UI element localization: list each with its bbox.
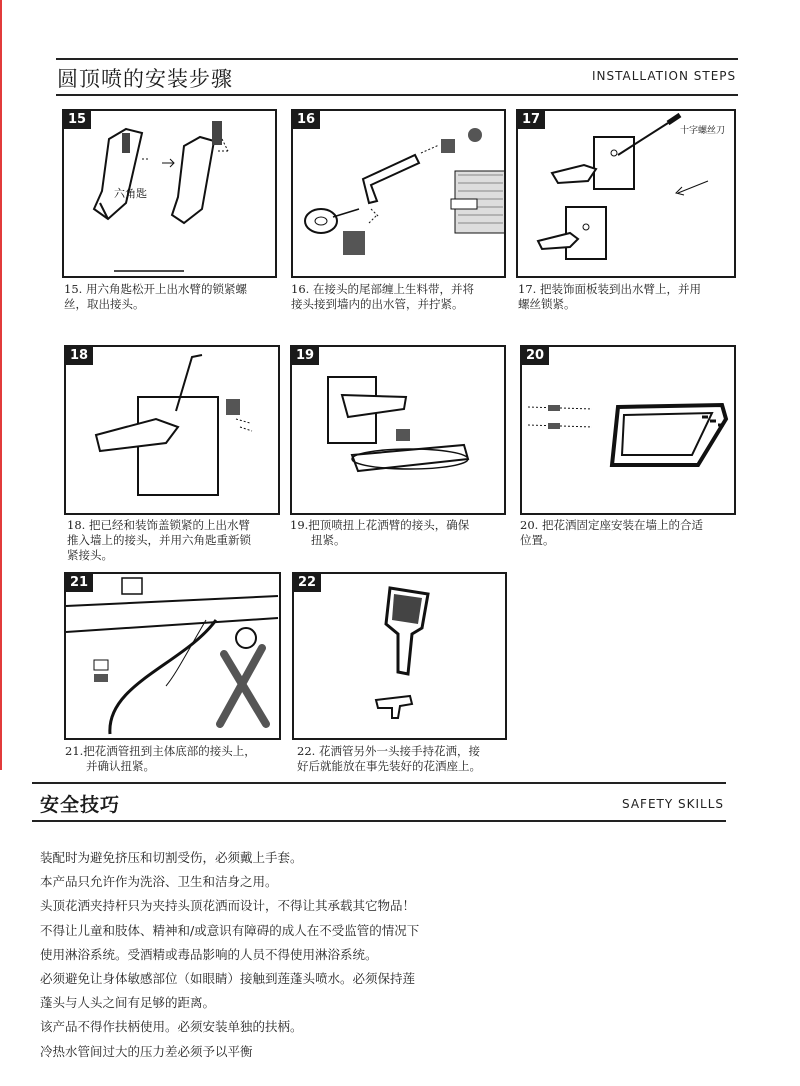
step-panel-16 <box>291 109 506 278</box>
safety-list <box>40 846 760 1064</box>
caption-line: 22. 花洒管另外一头接手持花洒，接 <box>297 744 480 758</box>
step-number: 21 <box>65 573 93 592</box>
step-caption-21 <box>65 744 290 774</box>
step-number: 16 <box>292 110 320 129</box>
step-panel-20 <box>520 345 736 515</box>
step-number: 22 <box>293 573 321 592</box>
caption-line: 15. 用六角匙松开上出水臂的锁紧螺 <box>64 282 247 296</box>
caption-line: 17. 把装饰面板装到出水臂上，并用 <box>518 282 701 296</box>
step-caption-19 <box>290 518 510 548</box>
safety-line: 头顶花洒夹持杆只为夹持头顶花洒而设计，不得让其承载其它物品！ <box>40 898 416 914</box>
step-panel-19 <box>290 345 506 515</box>
caption-line: 接头接到墙内的出水管，并拧紧。 <box>291 297 464 311</box>
caption-line: 螺丝锁紧。 <box>518 297 576 311</box>
step-caption-20 <box>520 518 740 548</box>
safety-line: 使用淋浴系统。受酒精或毒品影响的人员不得使用淋浴系统。 <box>40 946 378 962</box>
step-17-illustration <box>518 111 734 276</box>
caption-line: 20. 把花洒固定座安装在墙上的合适 <box>520 518 703 532</box>
safety-bottom-rule <box>32 820 726 822</box>
safety-line: 本产品只允许作为洗浴、卫生和洁身之用。 <box>40 874 278 890</box>
step-panel-17 <box>516 109 736 278</box>
step-caption-17 <box>518 282 738 312</box>
page-edge-line <box>0 0 2 770</box>
caption-line: 并确认扭紧。 <box>86 759 155 773</box>
step-caption-18 <box>67 518 287 563</box>
step-caption-16 <box>291 282 511 312</box>
safety-top-rule <box>32 782 726 784</box>
caption-line: 好后就能放在事先装好的花洒座上。 <box>297 759 481 773</box>
safety-line: 必须避免让身体敏感部位（如眼睛）接触到莲蓬头喷水。必须保持莲 <box>40 970 416 986</box>
step-number: 19 <box>291 346 319 365</box>
step-20-illustration <box>522 347 734 513</box>
step-number: 18 <box>65 346 93 365</box>
caption-line: 21.把花洒管扭到主体底部的接头上， <box>65 744 256 758</box>
step-18-illustration <box>66 347 278 513</box>
caption-line: 扭紧。 <box>311 533 346 547</box>
safety-line: 装配时为避免挤压和切割受伤，必须戴上手套。 <box>40 850 303 865</box>
step-15-illustration <box>64 111 275 276</box>
step-number: 15 <box>63 110 91 129</box>
step-number: 20 <box>521 346 549 365</box>
caption-line: 推入墙上的接头，并用六角匙重新锁 <box>67 533 251 547</box>
safety-title: 安全技巧 <box>40 794 121 816</box>
step-panel-15 <box>62 109 277 278</box>
safety-subtitle: SAFETY SKILLS <box>622 797 725 811</box>
step-panel-18 <box>64 345 280 515</box>
header-top-rule <box>56 58 738 60</box>
header-bottom-rule <box>56 94 738 96</box>
step-number: 17 <box>517 110 545 129</box>
page-subtitle: INSTALLATION STEPS <box>592 69 737 83</box>
page-title: 圆顶喷的安装步骤 <box>57 67 233 91</box>
step-22-illustration <box>294 574 505 738</box>
step-caption-22 <box>297 744 522 774</box>
safety-line: 不得让儿童和肢体、精神和/或意识有障碍的成人在不受监管的情况下 <box>40 922 420 938</box>
caption-line: 丝，取出接头。 <box>64 297 145 311</box>
step-panel-21 <box>64 572 281 740</box>
step-19-illustration <box>292 347 504 513</box>
safety-line: 蓬头与人头之间有足够的距离。 <box>40 995 216 1011</box>
hex-key-label: 六角匙 <box>114 187 147 200</box>
step-caption-15 <box>64 282 279 312</box>
safety-line: 冷热水管间过大的压力差必须予以平衡 <box>40 1043 253 1059</box>
step-16-illustration <box>293 111 504 276</box>
step-panel-22 <box>292 572 507 740</box>
safety-line: 该产品不得作扶柄使用。必须安装单独的扶柄。 <box>40 1019 303 1035</box>
caption-line: 19.把顶喷扭上花洒臂的接头，确保 <box>290 518 470 532</box>
caption-line: 紧接头。 <box>67 548 113 562</box>
step-21-illustration <box>66 574 279 738</box>
caption-line: 16. 在接头的尾部缠上生料带，并将 <box>291 282 474 296</box>
screwdriver-label: 十字螺丝刀 <box>680 126 726 136</box>
caption-line: 18. 把已经和装饰盖锁紧的上出水臂 <box>67 518 250 532</box>
caption-line: 位置。 <box>520 533 555 547</box>
